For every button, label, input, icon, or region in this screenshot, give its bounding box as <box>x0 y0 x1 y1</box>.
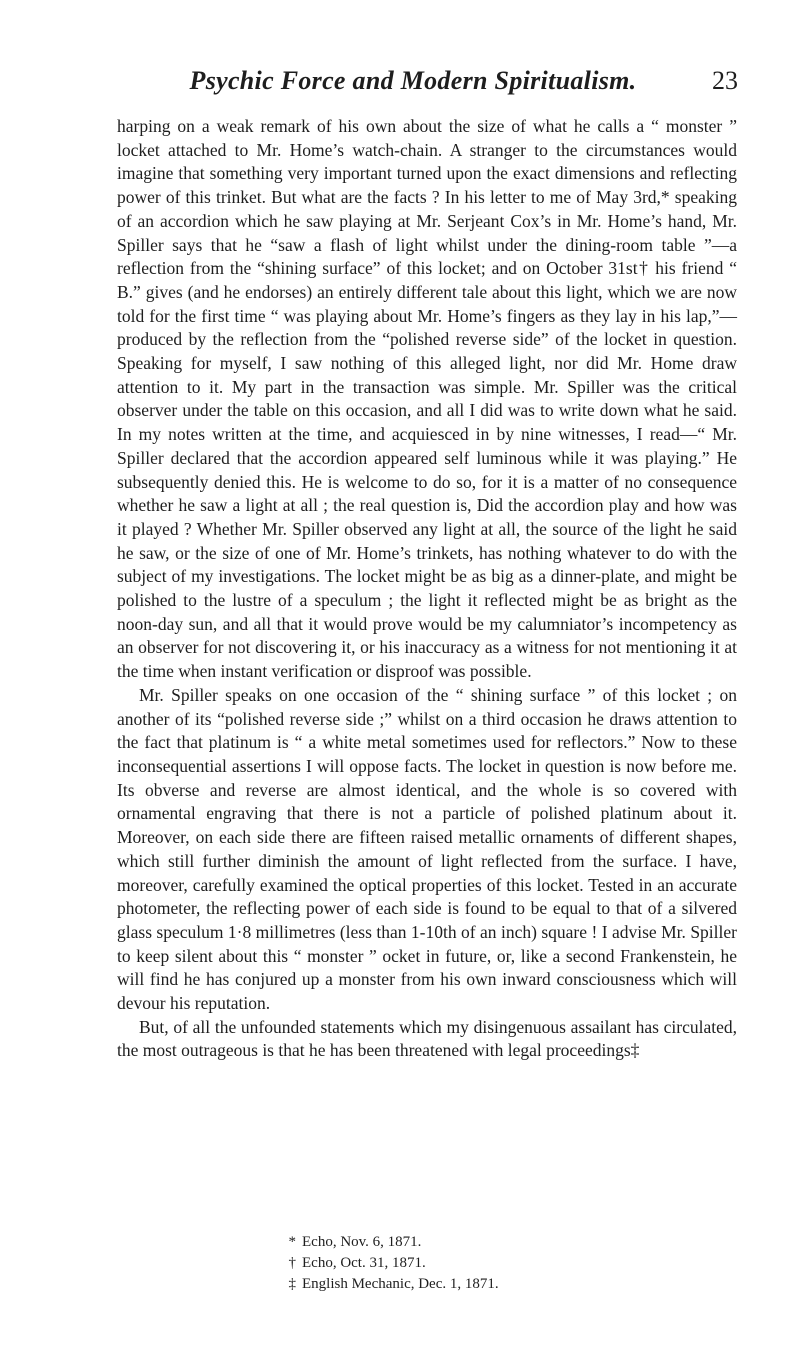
paragraph-1: harping on a weak remark of his own about the size of what he calls a “ monster ” locket attached to Mr. Home’s watch-chain. A stranger to the circumstances would imagine that something very important turned upon the exact dimensions and reflecting power of this trinket. But what are the facts ? In his letter to me of May 3rd,* speaking of an accordion which he saw playing at Mr. Serjeant Cox’s in Mr. Home’s hand, Mr. Spiller says that he “saw a flash of light whilst under the dining-room table ”—a reflection from the “shining surface” of this locket; and on October 31st† his friend “ B.” gives (and he endorses) an entirely different tale about this light, which we are now told for the first time “ was playing about Mr. Home’s fingers as they lay in his lap,”—produced by the reflection from the “polished reverse side” of the locket in question. Speaking for myself, I saw nothing of this alleged light, nor did Mr. Home draw attention to it. My part in the transaction was simple. Mr. Spiller was the critical observer under the table on this occasion, and all I did was to write down what he said. In my notes written at the time, and acquiesced in by nine witnesses, I read—“ Mr. Spiller declared that the accordion appeared self luminous while it was playing.” He subsequently denied this. He is welcome to do so, for it is a matter of no consequence whether he saw a light at all ; the real question is, Did the accordion play and how was it played ? Whether Mr. Spiller observed any light at all, the source of the light he said he saw, or the size of one of Mr. Home’s trinkets, has nothing whatever to do with the subject of my investigations. The locket might be as big as a dinner-plate, and might be polished to the lustre of a speculum ; the light it reflected might be as bright as the noon-day sun, and all that it would prove would be my calumniator’s incompetency as an observer for not discovering it, or his inaccuracy as a witness for not mentioning it at the time when instant verification or disproof was possible. <box>117 116 737 682</box>
footnote-mark: † <box>288 1255 296 1271</box>
running-title: Psychic Force and Modern Spiritualism. <box>189 66 637 95</box>
paragraph-2: Mr. Spiller speaks on one occasion of the “ shining surface ” of this locket ; on another of its “polished reverse side ;” whilst on a third occasion he draws attention to the fact that platinum is “ a white metal sometimes used for reflectors.” Now to these inconsequential assertions I will oppose facts. The locket in question is now before me. Its obverse and reverse are almost identical, and the whole is so covered with ornamental engraving that there is not a particle of polished platinum about it. Moreover, on each side there are fifteen raised metallic ornaments of different shapes, which still further diminish the amount of light reflected from the surface. I have, moreover, carefully examined the optical properties of this locket. Tested in an accurate photometer, the reflecting power of each side is found to be equal to that of a silvered glass speculum 1·8 millimetres (less than 1-10th of an inch) square ! I advise Mr. Spiller to keep silent about this “ monster ” ocket in future, or, like a second Frankenstein, he will find he has conjured up a monster from his own inward consciousness which will devour his reputation. <box>117 684 737 1014</box>
page-header <box>118 66 738 106</box>
footnote-text: Echo, Oct. 31, 1871. <box>302 1255 426 1271</box>
page-number: 23 <box>712 66 738 95</box>
footnote-text: English Mechanic, Dec. 1, 1871. <box>302 1276 499 1292</box>
footnote-text: Echo, Nov. 6, 1871. <box>302 1234 422 1250</box>
paragraph-3: But, of all the unfounded statements which my disingenuous assailant has circulated, the most outrageous is that he has been threatened with legal proceedings‡ <box>117 1016 737 1061</box>
body-text <box>117 115 737 1063</box>
footnote <box>280 1274 499 1295</box>
footnote <box>280 1232 499 1253</box>
footnote-mark: ‡ <box>288 1276 296 1292</box>
footnote-mark: * <box>288 1234 296 1250</box>
footnotes <box>280 1232 499 1295</box>
footnote <box>280 1253 499 1274</box>
